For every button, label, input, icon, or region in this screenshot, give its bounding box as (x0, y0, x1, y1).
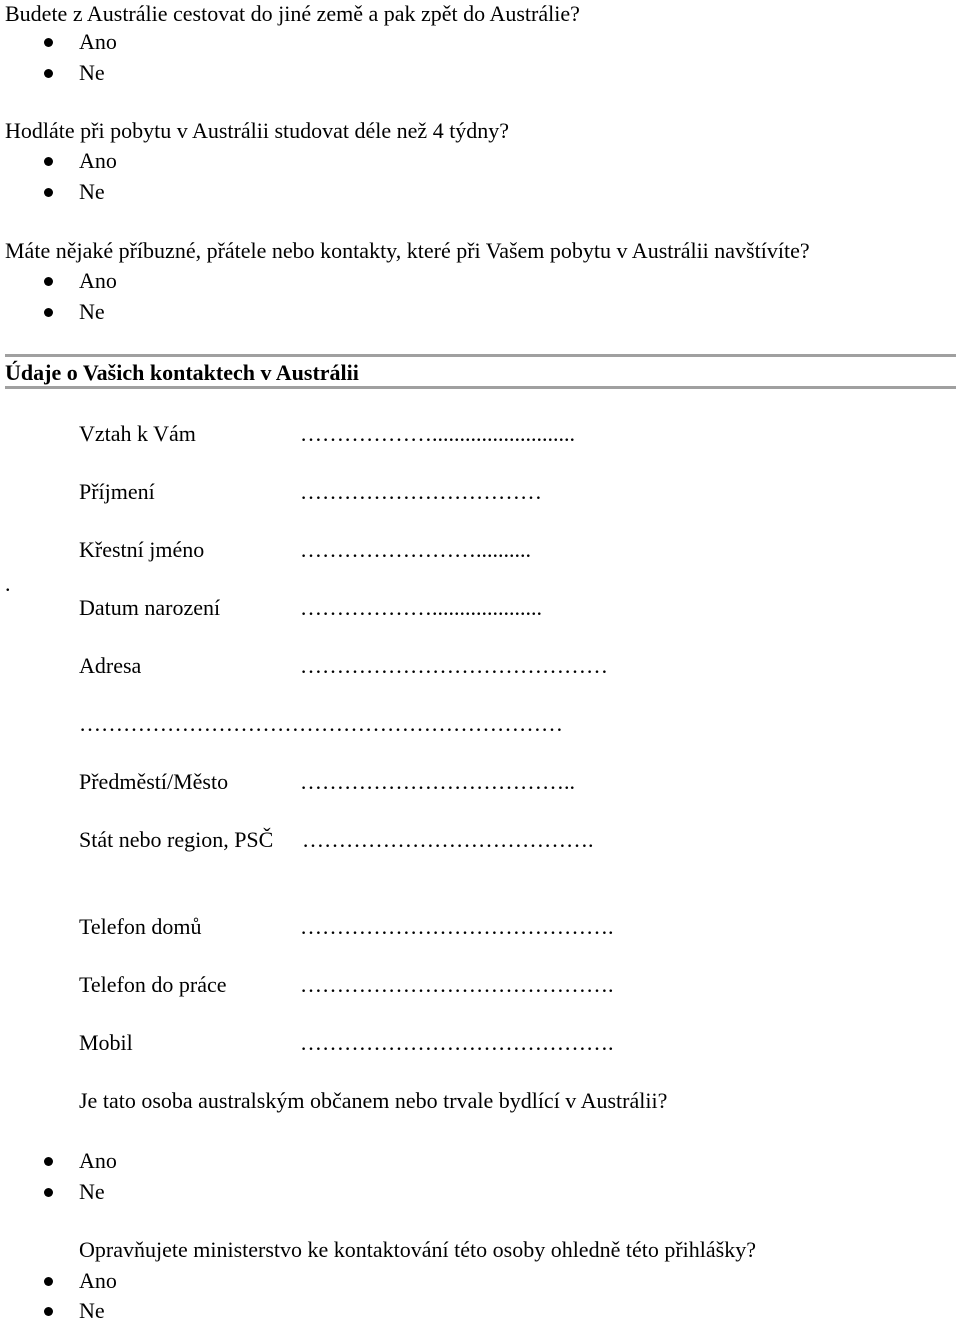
field-input-work-phone[interactable]: ……………………………………. (300, 972, 614, 997)
bullet-icon (44, 69, 53, 78)
bullet-icon (44, 277, 53, 286)
authorize-option-no[interactable]: Ne (79, 1298, 105, 1323)
field-input-given-name[interactable]: …………………….......... (300, 537, 531, 562)
q3-option-no[interactable]: Ne (79, 299, 105, 324)
field-label-surname: Příjmení (79, 479, 155, 504)
question-3-text: Máte nějaké příbuzné, přátele nebo kontakty, které při Vašem pobytu v Austrálii navštívíte? (5, 238, 810, 263)
section-rule-bottom (5, 386, 956, 389)
field-label-work-phone: Telefon do práce (79, 972, 227, 997)
field-input-suburb[interactable]: ……………………………….. (300, 769, 575, 794)
field-input-mobile[interactable]: ……………………………………. (300, 1030, 614, 1055)
q2-option-no[interactable]: Ne (79, 179, 105, 204)
authorize-option-yes[interactable]: Ano (79, 1268, 117, 1293)
citizen-option-yes[interactable]: Ano (79, 1148, 117, 1173)
field-label-state-postcode: Stát nebo region, PSČ (79, 827, 274, 852)
bullet-icon (44, 1277, 53, 1286)
field-input-address[interactable]: …………………………………… (300, 653, 608, 678)
bullet-icon (44, 38, 53, 47)
bullet-icon (44, 188, 53, 197)
field-label-suburb: Předměstí/Město (79, 769, 229, 794)
section-rule-top (5, 354, 956, 357)
field-label-given-name: Křestní jméno (79, 537, 205, 562)
q2-option-yes[interactable]: Ano (79, 148, 117, 173)
field-input-surname[interactable]: …………………………… (300, 479, 542, 504)
field-input-state-postcode[interactable]: …………………………………. (302, 827, 594, 852)
q1-option-no[interactable]: Ne (79, 60, 105, 85)
field-label-mobile: Mobil (79, 1030, 133, 1055)
field-input-birth-date[interactable]: ……………….................... (300, 595, 542, 620)
question-2-text: Hodláte při pobytu v Austrálii studovat déle než 4 týdny? (5, 118, 510, 143)
section-heading: Údaje o Vašich kontaktech v Austrálii (5, 360, 359, 385)
bullet-icon (44, 308, 53, 317)
field-input-home-phone[interactable]: ……………………………………. (300, 914, 614, 939)
authorize-question-text: Opravňujete ministerstvo ke kontaktování této osoby ohledně této přihlášky? (79, 1237, 756, 1262)
q1-option-yes[interactable]: Ano (79, 29, 117, 54)
field-label-birth-date: Datum narození (79, 595, 221, 620)
bullet-icon (44, 1307, 53, 1316)
q3-option-yes[interactable]: Ano (79, 268, 117, 293)
bullet-icon (44, 1157, 53, 1166)
citizen-option-no[interactable]: Ne (79, 1179, 105, 1204)
question-1-text: Budete z Austrálie cestovat do jiné země a pak zpět do Austrálie? (5, 1, 580, 26)
field-label-home-phone: Telefon domů (79, 914, 202, 939)
citizen-question-text: Je tato osoba australským občanem nebo trvale bydlící v Austrálii? (79, 1088, 668, 1113)
bullet-icon (44, 1188, 53, 1197)
field-label-address: Adresa (79, 653, 142, 678)
field-input-relationship[interactable]: ……………….......................... (300, 421, 575, 446)
field-input-address-line2[interactable]: ………………………………………………………… (79, 711, 563, 736)
field-label-relationship: Vztah k Vám (79, 421, 196, 446)
stray-period: . (5, 571, 11, 596)
bullet-icon (44, 157, 53, 166)
